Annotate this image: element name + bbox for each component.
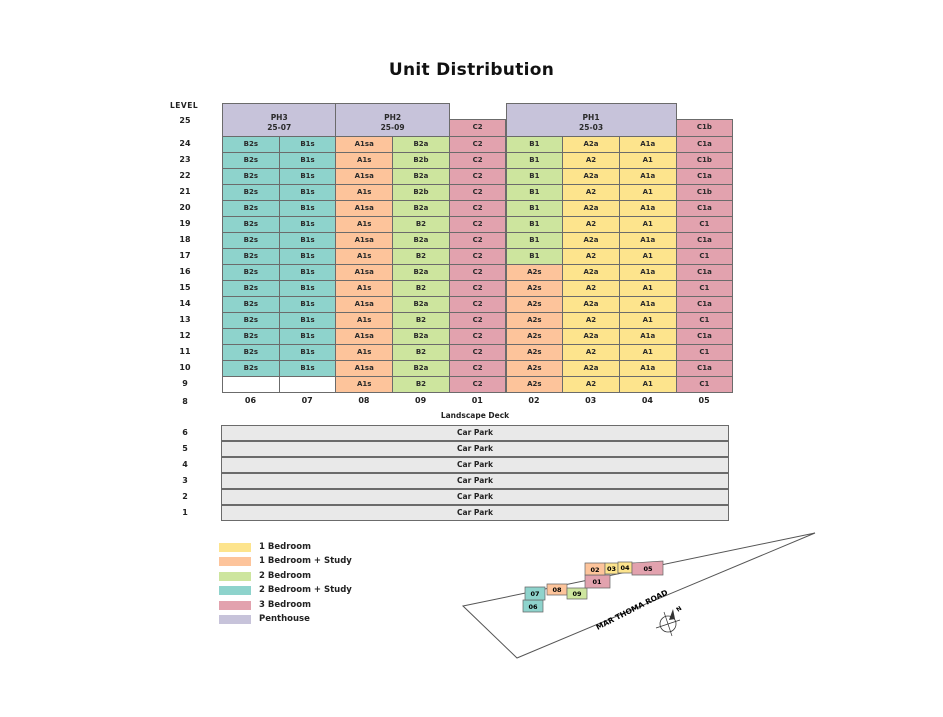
- unit-cell[interactable]: C2: [449, 264, 507, 281]
- level-label: 2: [182, 492, 188, 501]
- unit-cell[interactable]: B2s: [222, 248, 280, 265]
- compass-icon: [656, 605, 683, 636]
- unit-cell[interactable]: C2: [449, 312, 507, 329]
- level-label: 6: [182, 428, 188, 437]
- level-label: 23: [179, 155, 191, 164]
- level-label: 17: [179, 251, 191, 260]
- block-label: 02: [590, 566, 600, 574]
- unit-cell[interactable]: A1sa: [335, 168, 393, 185]
- unit-cell[interactable]: A2s: [506, 360, 564, 377]
- unit-cell[interactable]: B2a: [392, 200, 450, 217]
- unit-cell[interactable]: B1: [506, 136, 564, 153]
- unit-cell[interactable]: C2: [449, 200, 507, 217]
- block-label: 07: [530, 590, 540, 598]
- block-label: 06: [528, 603, 538, 611]
- level-label: 24: [179, 139, 191, 148]
- unit-cell[interactable]: B2b: [392, 152, 450, 169]
- unit-cell[interactable]: B2: [392, 376, 450, 393]
- unit-cell[interactable]: B2s: [222, 200, 280, 217]
- unit-cell[interactable]: A1a: [619, 296, 677, 313]
- unit-cell[interactable]: C1b: [676, 184, 734, 201]
- legend-label: 1 Bedroom: [259, 542, 311, 552]
- level-label: 10: [179, 363, 191, 372]
- penthouse-unit: 25-09: [380, 123, 405, 132]
- unit-cell[interactable]: A1s: [335, 184, 393, 201]
- unit-cell[interactable]: C1: [676, 312, 734, 329]
- unit-cell[interactable]: A2a: [562, 328, 620, 345]
- unit-cell[interactable]: C1: [676, 376, 734, 393]
- unit-cell[interactable]: C1b: [676, 152, 734, 169]
- legend-item: [219, 599, 419, 612]
- unit-cell[interactable]: B2a: [392, 296, 450, 313]
- unit-cell[interactable]: B1s: [279, 184, 337, 201]
- legend-label: 3 Bedroom: [259, 599, 311, 610]
- unit-cell[interactable]: B2a: [392, 136, 450, 153]
- unit-cell[interactable]: B1: [506, 184, 564, 201]
- unit-cell[interactable]: A1s: [335, 216, 393, 233]
- block-label: 04: [620, 564, 630, 572]
- unit-cell[interactable]: B2: [392, 248, 450, 265]
- penthouse-name: PH2: [384, 113, 402, 122]
- unit-cell[interactable]: A2: [562, 184, 620, 201]
- column-number: 03: [585, 396, 597, 405]
- unit-cell[interactable]: B2: [392, 344, 450, 361]
- column-number: 07: [301, 396, 313, 405]
- unit-cell[interactable]: B2s: [222, 136, 280, 153]
- unit-cell[interactable]: B2: [392, 312, 450, 329]
- unit-cell[interactable]: A1s: [335, 280, 393, 297]
- penthouse-name: PH3: [270, 113, 288, 122]
- unit-cell[interactable]: C1b: [676, 119, 734, 137]
- level-label: 11: [179, 347, 191, 356]
- unit-cell[interactable]: B1s: [279, 200, 337, 217]
- unit-cell[interactable]: B1: [506, 232, 564, 249]
- unit-cell[interactable]: B2s: [222, 232, 280, 249]
- unit-cell[interactable]: A1s: [335, 152, 393, 169]
- unit-cell[interactable]: A1a: [619, 232, 677, 249]
- unit-cell[interactable]: A2s: [506, 328, 564, 345]
- legend-swatch: [219, 615, 251, 624]
- unit-cell[interactable]: B2a: [392, 168, 450, 185]
- unit-cell[interactable]: A2s: [506, 344, 564, 361]
- unit-cell[interactable]: A1: [619, 216, 677, 233]
- unit-cell[interactable]: A2a: [562, 136, 620, 153]
- level-label: 16: [179, 267, 191, 276]
- legend-swatch: [219, 601, 251, 610]
- unit-cell[interactable]: B2s: [222, 264, 280, 281]
- level-label: 20: [179, 203, 191, 212]
- level-label: 8: [182, 397, 188, 406]
- legend-swatch: [219, 586, 251, 595]
- penthouse-unit: 25-03: [579, 123, 604, 132]
- unit-cell[interactable]: C1: [676, 344, 734, 361]
- car-park-row: Car Park: [221, 457, 729, 473]
- unit-cell[interactable]: B2s: [222, 280, 280, 297]
- legend-item: [219, 555, 419, 568]
- unit-cell[interactable]: B1s: [279, 168, 337, 185]
- penthouse-name: PH1: [582, 113, 600, 122]
- unit-cell[interactable]: B1s: [279, 248, 337, 265]
- unit-cell[interactable]: B2s: [222, 328, 280, 345]
- legend-label: 1 Bedroom + Study: [259, 556, 352, 567]
- level-label: 3: [182, 476, 188, 485]
- unit-cell[interactable]: C1: [676, 216, 734, 233]
- unit-cell[interactable]: A2a: [562, 360, 620, 377]
- unit-cell[interactable]: A1a: [619, 200, 677, 217]
- unit-cell[interactable]: B1s: [279, 136, 337, 153]
- level-label: 15: [179, 283, 191, 292]
- unit-cell[interactable]: B1s: [279, 360, 337, 377]
- legend-swatch: [219, 543, 251, 552]
- unit-cell[interactable]: B1: [506, 216, 564, 233]
- unit-cell[interactable]: C2: [449, 119, 507, 137]
- unit-cell[interactable]: B2s: [222, 344, 280, 361]
- unit-cell[interactable]: A2: [562, 344, 620, 361]
- unit-cell[interactable]: B1s: [279, 232, 337, 249]
- unit-cell[interactable]: A1s: [335, 312, 393, 329]
- site-plan-svg: [455, 528, 820, 663]
- unit-cell[interactable]: A1a: [619, 328, 677, 345]
- penthouse-unit: 25-07: [267, 123, 292, 132]
- level-label: 12: [179, 331, 191, 340]
- unit-cell[interactable]: B2a: [392, 232, 450, 249]
- unit-cell[interactable]: A1a: [619, 168, 677, 185]
- column-number: 05: [698, 396, 710, 405]
- unit-cell[interactable]: A1sa: [335, 264, 393, 281]
- unit-cell[interactable]: A1s: [335, 376, 393, 393]
- unit-cell[interactable]: B1: [506, 248, 564, 265]
- unit-cell[interactable]: A2s: [506, 312, 564, 329]
- unit-cell[interactable]: C1a: [676, 360, 734, 377]
- legend-label: Penthouse: [259, 614, 310, 624]
- unit-cell[interactable]: C2: [449, 360, 507, 377]
- unit-cell[interactable]: B2s: [222, 168, 280, 185]
- unit-cell[interactable]: C2: [449, 296, 507, 313]
- unit-cell[interactable]: B2: [392, 216, 450, 233]
- column-number: 01: [471, 396, 483, 405]
- unit-cell[interactable]: A2a: [562, 168, 620, 185]
- unit-cell[interactable]: A1: [619, 280, 677, 297]
- unit-cell[interactable]: A2: [562, 152, 620, 169]
- road-name: MAR THOMA ROAD: [594, 587, 670, 632]
- unit-cell[interactable]: A1: [619, 376, 677, 393]
- unit-cell[interactable]: B1s: [279, 216, 337, 233]
- level-label: 25: [179, 116, 191, 125]
- column-number: 04: [641, 396, 653, 405]
- level-label: 22: [179, 171, 191, 180]
- unit-cell[interactable]: B1s: [279, 328, 337, 345]
- legend-label: 2 Bedroom + Study: [259, 585, 352, 596]
- unit-cell[interactable]: A2s: [506, 280, 564, 297]
- unit-cell[interactable]: A2: [562, 248, 620, 265]
- unit-cell[interactable]: B2: [392, 280, 450, 297]
- site-plan: [455, 528, 820, 667]
- unit-cell[interactable]: A1sa: [335, 232, 393, 249]
- site-boundary: [463, 533, 815, 658]
- legend-item: [219, 570, 419, 583]
- unit-cell[interactable]: B2s: [222, 360, 280, 377]
- car-park-row: Car Park: [221, 489, 729, 505]
- unit-cell[interactable]: C1a: [676, 264, 734, 281]
- unit-cell[interactable]: A1sa: [335, 328, 393, 345]
- unit-cell[interactable]: C2: [449, 248, 507, 265]
- unit-cell[interactable]: A2a: [562, 264, 620, 281]
- unit-cell[interactable]: A1a: [619, 360, 677, 377]
- block-label: 05: [643, 565, 653, 573]
- unit-cell[interactable]: A2: [562, 376, 620, 393]
- block-label: 08: [552, 586, 562, 594]
- unit-cell[interactable]: C2: [449, 136, 507, 153]
- unit-cell[interactable]: C2: [449, 376, 507, 393]
- level-label: 14: [179, 299, 191, 308]
- unit-cell[interactable]: C2: [449, 184, 507, 201]
- unit-cell[interactable]: A1sa: [335, 360, 393, 377]
- unit-cell[interactable]: C2: [449, 216, 507, 233]
- unit-cell[interactable]: A1s: [335, 248, 393, 265]
- car-park-row: Car Park: [221, 473, 729, 489]
- unit-cell[interactable]: C2: [449, 280, 507, 297]
- unit-cell[interactable]: C1a: [676, 296, 734, 313]
- legend-swatch: [219, 557, 251, 566]
- unit-cell[interactable]: C2: [449, 328, 507, 345]
- unit-cell[interactable]: A1a: [619, 136, 677, 153]
- column-number: 02: [528, 396, 540, 405]
- car-park-row: Car Park: [221, 441, 729, 457]
- penthouse-block[interactable]: [506, 103, 677, 137]
- level-label: 1: [182, 508, 188, 517]
- penthouse-block[interactable]: [222, 103, 336, 137]
- block-label: 03: [606, 565, 617, 573]
- level-header: LEVEL: [170, 101, 199, 110]
- unit-cell[interactable]: C2: [449, 168, 507, 185]
- unit-cell[interactable]: B1s: [279, 344, 337, 361]
- legend-swatch: [219, 572, 251, 581]
- unit-cell[interactable]: B1: [506, 152, 564, 169]
- unit-cell[interactable]: A1: [619, 248, 677, 265]
- unit-cell[interactable]: B2s: [222, 312, 280, 329]
- unit-cell[interactable]: B1s: [279, 296, 337, 313]
- car-park-row: Car Park: [221, 425, 729, 441]
- unit-cell[interactable]: B2a: [392, 328, 450, 345]
- legend-label: 2 Bedroom: [259, 570, 311, 581]
- unit-cell[interactable]: C2: [449, 344, 507, 361]
- column-number: 06: [244, 396, 257, 405]
- unit-cell[interactable]: [279, 376, 337, 393]
- unit-cell[interactable]: A1: [619, 344, 677, 361]
- level-label: 4: [182, 460, 188, 469]
- level-label: 9: [182, 379, 188, 388]
- unit-cell[interactable]: C1a: [676, 136, 734, 153]
- unit-cell[interactable]: A1: [619, 312, 677, 329]
- unit-cell[interactable]: [222, 376, 280, 393]
- unit-cell[interactable]: A1sa: [335, 136, 393, 153]
- level-label: 13: [179, 315, 191, 324]
- unit-cell[interactable]: A2: [562, 312, 620, 329]
- unit-cell[interactable]: C1: [676, 248, 734, 265]
- unit-cell[interactable]: A1a: [619, 264, 677, 281]
- car-park-row: Car Park: [221, 505, 729, 521]
- unit-cell[interactable]: B1s: [279, 264, 337, 281]
- unit-cell[interactable]: B2b: [392, 184, 450, 201]
- unit-cell[interactable]: A2s: [506, 264, 564, 281]
- column-number: 08: [358, 396, 370, 405]
- unit-cell[interactable]: B1s: [279, 280, 337, 297]
- unit-cell[interactable]: C1a: [676, 168, 734, 185]
- legend-item: [219, 584, 419, 597]
- legend-item: [219, 613, 419, 626]
- penthouse-block[interactable]: [335, 103, 449, 137]
- compass-north-label: N: [675, 605, 684, 614]
- unit-cell[interactable]: A2a: [562, 200, 620, 217]
- unit-cell[interactable]: B1s: [279, 312, 337, 329]
- unit-cell[interactable]: B2a: [392, 360, 450, 377]
- unit-cell[interactable]: A2: [562, 280, 620, 297]
- level-label: 18: [179, 235, 191, 244]
- unit-cell[interactable]: A1s: [335, 344, 393, 361]
- unit-cell[interactable]: A1sa: [335, 200, 393, 217]
- unit-cell[interactable]: B2a: [392, 264, 450, 281]
- unit-cell[interactable]: A2s: [506, 296, 564, 313]
- block-label: 09: [572, 590, 582, 598]
- page-title: Unit Distribution: [388, 60, 555, 80]
- unit-cell[interactable]: A2: [562, 216, 620, 233]
- unit-cell[interactable]: A1sa: [335, 296, 393, 313]
- unit-cell[interactable]: B2s: [222, 216, 280, 233]
- column-number: 09: [415, 396, 427, 405]
- level-label: 5: [182, 444, 188, 453]
- unit-cell[interactable]: C2: [449, 232, 507, 249]
- level-label: 21: [179, 187, 191, 196]
- unit-cell[interactable]: A2a: [562, 296, 620, 313]
- unit-cell[interactable]: A1: [619, 184, 677, 201]
- unit-cell[interactable]: B1s: [279, 152, 337, 169]
- unit-cell[interactable]: A2a: [562, 232, 620, 249]
- unit-cell[interactable]: A2s: [506, 376, 564, 393]
- unit-cell[interactable]: B1: [506, 168, 564, 185]
- landscape-deck-label: Landscape Deck: [440, 411, 510, 420]
- unit-cell[interactable]: C1a: [676, 328, 734, 345]
- unit-cell[interactable]: B1: [506, 200, 564, 217]
- unit-cell[interactable]: C1: [676, 280, 734, 297]
- level-label: 19: [179, 219, 191, 228]
- unit-cell[interactable]: A1: [619, 152, 677, 169]
- legend-item: [219, 541, 419, 554]
- unit-cell[interactable]: C1a: [676, 200, 734, 217]
- unit-cell[interactable]: B2s: [222, 296, 280, 313]
- unit-cell[interactable]: B2s: [222, 152, 280, 169]
- block-label: 01: [592, 578, 602, 586]
- unit-cell[interactable]: C2: [449, 152, 507, 169]
- unit-cell[interactable]: B2s: [222, 184, 280, 201]
- unit-cell[interactable]: C1a: [676, 232, 734, 249]
